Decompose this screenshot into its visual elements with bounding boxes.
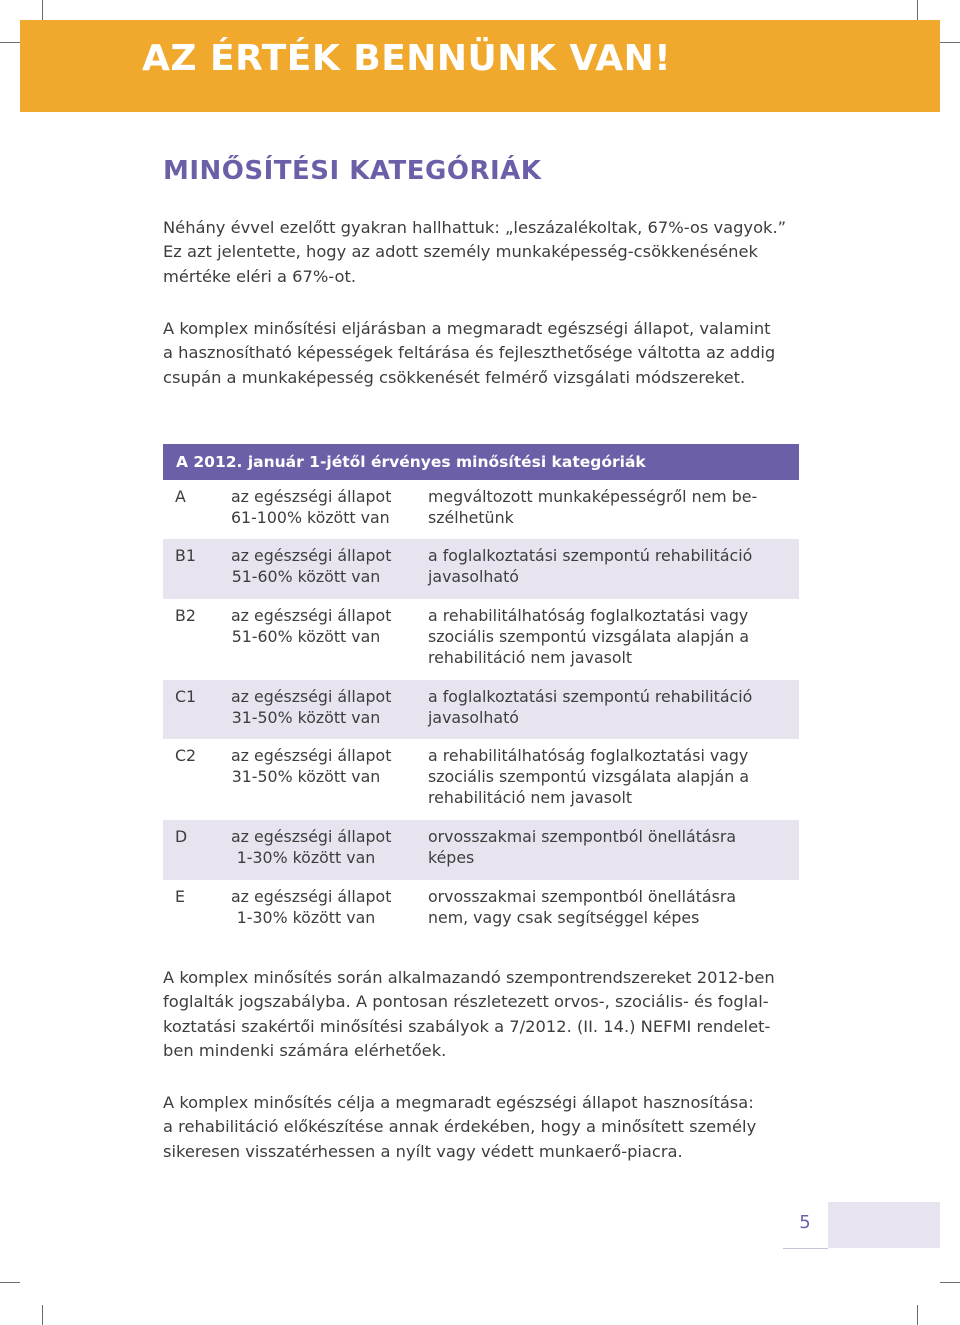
category-code: B2 bbox=[175, 606, 196, 625]
category-description bbox=[428, 745, 788, 808]
intro-paragraph bbox=[163, 216, 803, 289]
desc-line: a rehabilitálhatóság foglalkoztatási vagy bbox=[428, 746, 749, 765]
desc-line: szélhetünk bbox=[428, 508, 514, 527]
desc-line: javasolható bbox=[428, 567, 519, 586]
category-code: D bbox=[175, 827, 188, 846]
crop-mark bbox=[42, 0, 43, 20]
second-paragraph bbox=[163, 317, 803, 390]
page-number-rule bbox=[783, 1248, 828, 1249]
paragraph-line: a rehabilitáció előkészítése annak érdekében, hogy a minősített személy bbox=[163, 1117, 757, 1137]
desc-line: képes bbox=[428, 848, 475, 867]
crop-mark bbox=[917, 1305, 918, 1325]
crop-mark bbox=[0, 1282, 20, 1283]
state-line: az egészségi állapot bbox=[231, 746, 392, 765]
state-line: az egészségi állapot bbox=[231, 827, 392, 846]
state-line: az egészségi állapot bbox=[231, 546, 392, 565]
paragraph-line: koztatási szakértői minősítési szabályok a 7/2012. (II. 14.) NEFMI rendelet- bbox=[163, 1016, 771, 1036]
health-state bbox=[231, 545, 392, 587]
health-state bbox=[231, 826, 392, 868]
table-row bbox=[163, 539, 799, 599]
desc-line: a foglalkoztatási szempontú rehabilitáció bbox=[428, 687, 753, 706]
desc-line: megváltozott munkaképességről nem be- bbox=[428, 487, 758, 506]
crop-mark bbox=[917, 0, 918, 20]
paragraph-line: Ez azt jelentette, hogy az adott személy munkaképesség-csökkenésének bbox=[163, 242, 758, 262]
paragraph-line: mértéke eléri a 67%-ot. bbox=[163, 266, 356, 286]
paragraph-line: sikeresen visszatérhessen a nyílt vagy védett munkaerő-piacra. bbox=[163, 1141, 683, 1161]
desc-line: nem, vagy csak segítséggel képes bbox=[428, 908, 700, 927]
table-row bbox=[163, 820, 799, 880]
category-description bbox=[428, 886, 788, 928]
paragraph-line: foglalták jogszabályba. A pontosan részletezett orvos-, szociális- és foglal- bbox=[163, 992, 769, 1012]
crop-mark bbox=[940, 42, 960, 43]
table-row bbox=[163, 680, 799, 739]
health-state bbox=[231, 486, 392, 528]
paragraph-line: csupán a munkaképesség csökkenését felmérő vizsgálati módszereket. bbox=[163, 367, 746, 387]
desc-line: rehabilitáció nem javasolt bbox=[428, 788, 633, 807]
health-state bbox=[231, 886, 392, 928]
table-title: A 2012. január 1-jétől érvényes minősítési kategóriák bbox=[163, 444, 799, 480]
desc-line: szociális szempontú vizsgálata alapján a bbox=[428, 627, 750, 646]
health-state bbox=[231, 745, 392, 787]
category-code: C1 bbox=[175, 687, 197, 706]
table-row bbox=[163, 880, 799, 940]
paragraph-line: ben mindenki számára elérhetőek. bbox=[163, 1040, 447, 1060]
state-line: 31-50% között van bbox=[231, 767, 381, 786]
state-line: 61-100% között van bbox=[231, 508, 390, 527]
banner-title: AZ ÉRTÉK BENNÜNK VAN! bbox=[142, 38, 672, 79]
table-row bbox=[163, 739, 799, 820]
category-code: E bbox=[175, 887, 185, 906]
desc-line: orvosszakmai szempontból önellátásra bbox=[428, 887, 736, 906]
crop-mark bbox=[940, 1282, 960, 1283]
state-line: 1-30% között van bbox=[236, 908, 376, 927]
desc-line: orvosszakmai szempontból önellátásra bbox=[428, 827, 736, 846]
section-title: MINŐSÍTÉSI KATEGÓRIÁK bbox=[163, 156, 542, 186]
category-code: C2 bbox=[175, 746, 197, 765]
state-line: 51-60% között van bbox=[231, 627, 381, 646]
desc-line: szociális szempontú vizsgálata alapján a bbox=[428, 767, 750, 786]
health-state bbox=[231, 605, 392, 647]
desc-line: rehabilitáció nem javasolt bbox=[428, 648, 633, 667]
state-line: az egészségi állapot bbox=[231, 687, 392, 706]
table-row bbox=[163, 480, 799, 539]
category-code: B1 bbox=[175, 546, 196, 565]
state-line: 1-30% között van bbox=[236, 848, 376, 867]
category-description bbox=[428, 826, 788, 868]
state-line: az egészségi állapot bbox=[231, 606, 392, 625]
category-description bbox=[428, 686, 788, 728]
desc-line: javasolható bbox=[428, 708, 519, 727]
categories-table bbox=[163, 444, 799, 940]
state-line: 31-50% között van bbox=[231, 708, 381, 727]
third-paragraph bbox=[163, 966, 803, 1063]
paragraph-line: A komplex minősítési eljárásban a megmaradt egészségi állapot, valamint bbox=[163, 319, 771, 338]
page-number-box bbox=[828, 1202, 940, 1248]
state-line: az egészségi állapot bbox=[231, 887, 392, 906]
category-description bbox=[428, 486, 788, 528]
desc-line: a rehabilitálhatóság foglalkoztatási vagy bbox=[428, 606, 749, 625]
crop-mark bbox=[0, 42, 20, 43]
crop-mark bbox=[42, 1305, 43, 1325]
category-description bbox=[428, 605, 788, 668]
paragraph-line: A komplex minősítés célja a megmaradt egészségi állapot hasznosítása: bbox=[163, 1093, 754, 1112]
paragraph-line: A komplex minősítés során alkalmazandó szempontrendszereket 2012-ben bbox=[163, 968, 775, 987]
table-row bbox=[163, 599, 799, 680]
page-number: 5 bbox=[799, 1212, 811, 1233]
fourth-paragraph bbox=[163, 1091, 803, 1164]
category-description bbox=[428, 545, 788, 587]
category-code: A bbox=[175, 487, 186, 506]
paragraph-line: Néhány évvel ezelőtt gyakran hallhattuk: „leszázalékoltak, 67%-os vagyok.” bbox=[163, 218, 787, 237]
desc-line: a foglalkoztatási szempontú rehabilitáció bbox=[428, 546, 753, 565]
state-line: az egészségi állapot bbox=[231, 487, 392, 506]
paragraph-line: a hasznosítható képességek feltárása és fejleszthetősége váltotta az addig bbox=[163, 343, 776, 363]
state-line: 51-60% között van bbox=[231, 567, 381, 586]
health-state bbox=[231, 686, 392, 728]
